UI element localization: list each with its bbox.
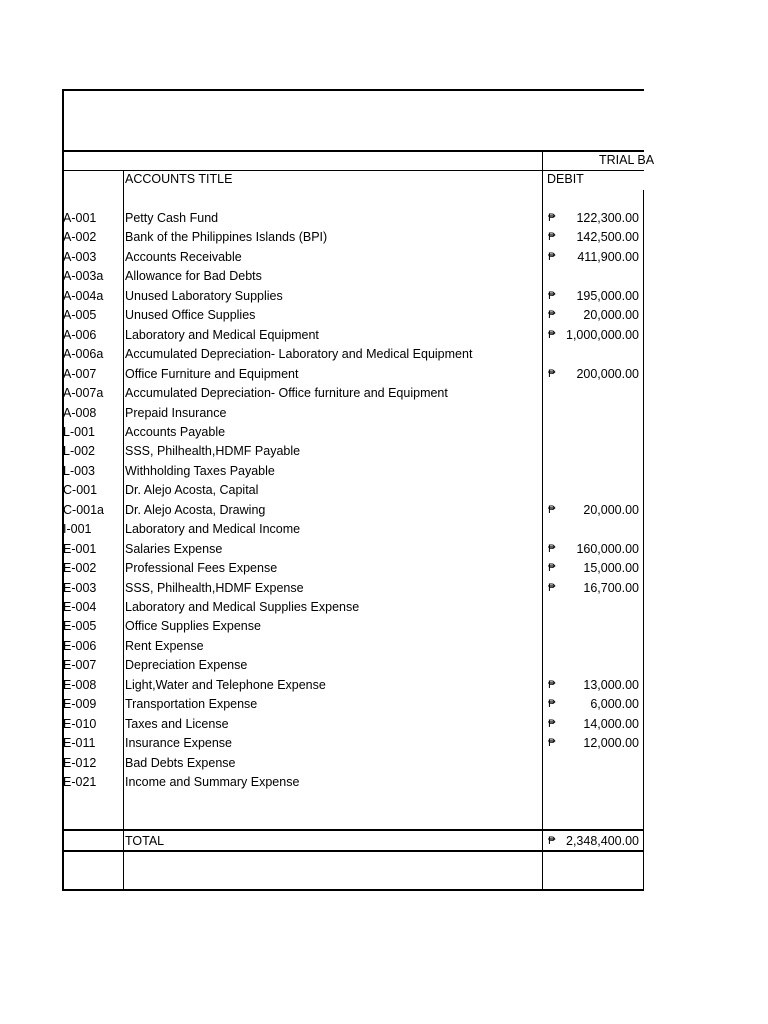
peso-icon: ₱ bbox=[548, 290, 556, 302]
debit-amount: 200,000.00 bbox=[576, 367, 639, 381]
peso-icon: ₱ bbox=[548, 582, 556, 594]
account-code: A-006a bbox=[63, 347, 104, 361]
peso-icon: ₱ bbox=[548, 562, 556, 574]
account-title: Allowance for Bad Debts bbox=[125, 269, 262, 283]
account-title: Accounts Receivable bbox=[125, 250, 242, 264]
account-code: L-003 bbox=[63, 464, 95, 478]
account-title: Depreciation Expense bbox=[125, 658, 248, 672]
account-title: Office Furniture and Equipment bbox=[125, 367, 299, 381]
debit-amount: 20,000.00 bbox=[583, 503, 639, 517]
peso-icon: ₱ bbox=[548, 212, 556, 224]
account-code: A-006 bbox=[63, 328, 97, 342]
account-code: E-012 bbox=[63, 756, 97, 770]
account-title: Prepaid Insurance bbox=[125, 406, 227, 420]
account-code: A-004a bbox=[63, 289, 104, 303]
total-top-border bbox=[62, 829, 644, 831]
account-title: Accounts Payable bbox=[125, 425, 226, 439]
account-code: E-008 bbox=[63, 678, 97, 692]
account-title: Accumulated Depreciation- Office furniture and Equipment bbox=[125, 386, 448, 400]
account-code: A-005 bbox=[63, 308, 97, 322]
debit-column-divider bbox=[542, 150, 543, 891]
account-title: Bad Debts Expense bbox=[125, 756, 236, 770]
account-code: E-009 bbox=[63, 697, 97, 711]
account-code: E-021 bbox=[63, 775, 97, 789]
account-title: Dr. Alejo Acosta, Drawing bbox=[125, 503, 266, 517]
trial-balance-header: TRIAL BA bbox=[599, 153, 655, 167]
account-title: Rent Expense bbox=[125, 639, 204, 653]
debit-amount: 20,000.00 bbox=[583, 308, 639, 322]
peso-icon: ₱ bbox=[548, 835, 556, 847]
account-code: E-003 bbox=[63, 581, 97, 595]
account-title: Laboratory and Medical Equipment bbox=[125, 328, 319, 342]
account-code: A-008 bbox=[63, 406, 97, 420]
peso-icon: ₱ bbox=[548, 368, 556, 380]
debit-header: DEBIT bbox=[547, 172, 584, 186]
debit-amount: 6,000.00 bbox=[590, 697, 639, 711]
account-code: A-001 bbox=[63, 211, 97, 225]
debit-amount: 12,000.00 bbox=[583, 736, 639, 750]
peso-icon: ₱ bbox=[548, 251, 556, 263]
code-column-divider bbox=[123, 170, 124, 891]
account-title: Office Supplies Expense bbox=[125, 619, 261, 633]
account-title: Income and Summary Expense bbox=[125, 775, 300, 789]
peso-icon: ₱ bbox=[548, 679, 556, 691]
account-code: E-011 bbox=[63, 736, 96, 750]
account-title: Transportation Expense bbox=[125, 697, 258, 711]
account-title: Laboratory and Medical Income bbox=[125, 522, 301, 536]
peso-icon: ₱ bbox=[548, 231, 556, 243]
account-code: E-007 bbox=[63, 658, 97, 672]
peso-icon: ₱ bbox=[548, 504, 556, 516]
debit-amount: 16,700.00 bbox=[583, 581, 639, 595]
account-title: Unused Office Supplies bbox=[125, 308, 256, 322]
debit-amount: 1,000,000.00 bbox=[566, 328, 639, 342]
debit-amount: 14,000.00 bbox=[583, 717, 639, 731]
total-bottom-border bbox=[62, 850, 644, 852]
account-title: Professional Fees Expense bbox=[125, 561, 278, 575]
account-code: E-010 bbox=[63, 717, 97, 731]
account-code: I-001 bbox=[63, 522, 92, 536]
account-title: Salaries Expense bbox=[125, 542, 223, 556]
total-debit: 2,348,400.00 bbox=[566, 834, 639, 848]
debit-amount: 160,000.00 bbox=[576, 542, 639, 556]
account-code: L-001 bbox=[63, 425, 95, 439]
peso-icon: ₱ bbox=[548, 309, 556, 321]
account-title: SSS, Philhealth,HDMF Expense bbox=[125, 581, 304, 595]
account-code: A-007 bbox=[63, 367, 97, 381]
account-title: Withholding Taxes Payable bbox=[125, 464, 275, 478]
total-label: TOTAL bbox=[125, 834, 165, 848]
accounts-title-header: ACCOUNTS TITLE bbox=[125, 172, 233, 186]
account-title: Insurance Expense bbox=[125, 736, 233, 750]
column-header-divider bbox=[62, 170, 644, 171]
account-code: A-007a bbox=[63, 386, 104, 400]
account-code: E-006 bbox=[63, 639, 97, 653]
account-title: Unused Laboratory Supplies bbox=[125, 289, 283, 303]
account-title: Petty Cash Fund bbox=[125, 211, 219, 225]
account-title: Dr. Alejo Acosta, Capital bbox=[125, 483, 259, 497]
table-border-bottom bbox=[62, 889, 644, 891]
debit-amount: 122,300.00 bbox=[576, 211, 639, 225]
account-title: SSS, Philhealth,HDMF Payable bbox=[125, 444, 301, 458]
account-code: E-001 bbox=[63, 542, 97, 556]
account-title: Accumulated Depreciation- Laboratory and Medical Equipment bbox=[125, 347, 473, 361]
header-divider bbox=[62, 150, 644, 152]
account-code: C-001a bbox=[63, 503, 104, 517]
peso-icon: ₱ bbox=[548, 698, 556, 710]
account-code: A-003 bbox=[63, 250, 97, 264]
account-code: A-002 bbox=[63, 230, 97, 244]
account-title: Laboratory and Medical Supplies Expense bbox=[125, 600, 360, 614]
account-code: C-001 bbox=[63, 483, 98, 497]
debit-right-divider bbox=[643, 190, 644, 891]
account-title: Bank of the Philippines Islands (BPI) bbox=[125, 230, 328, 244]
account-title: Light,Water and Telephone Expense bbox=[125, 678, 326, 692]
debit-amount: 411,900.00 bbox=[577, 250, 639, 264]
debit-amount: 142,500.00 bbox=[576, 230, 639, 244]
account-code: E-002 bbox=[63, 561, 97, 575]
peso-icon: ₱ bbox=[548, 737, 556, 749]
debit-amount: 195,000.00 bbox=[576, 289, 639, 303]
account-code: L-002 bbox=[63, 444, 95, 458]
account-code: E-005 bbox=[63, 619, 97, 633]
account-code: E-004 bbox=[63, 600, 97, 614]
peso-icon: ₱ bbox=[548, 718, 556, 730]
debit-amount: 15,000.00 bbox=[583, 561, 639, 575]
account-code: A-003a bbox=[63, 269, 104, 283]
debit-amount: 13,000.00 bbox=[583, 678, 639, 692]
table-border-top bbox=[62, 89, 644, 91]
peso-icon: ₱ bbox=[548, 329, 556, 341]
account-title: Taxes and License bbox=[125, 717, 229, 731]
peso-icon: ₱ bbox=[548, 543, 556, 555]
